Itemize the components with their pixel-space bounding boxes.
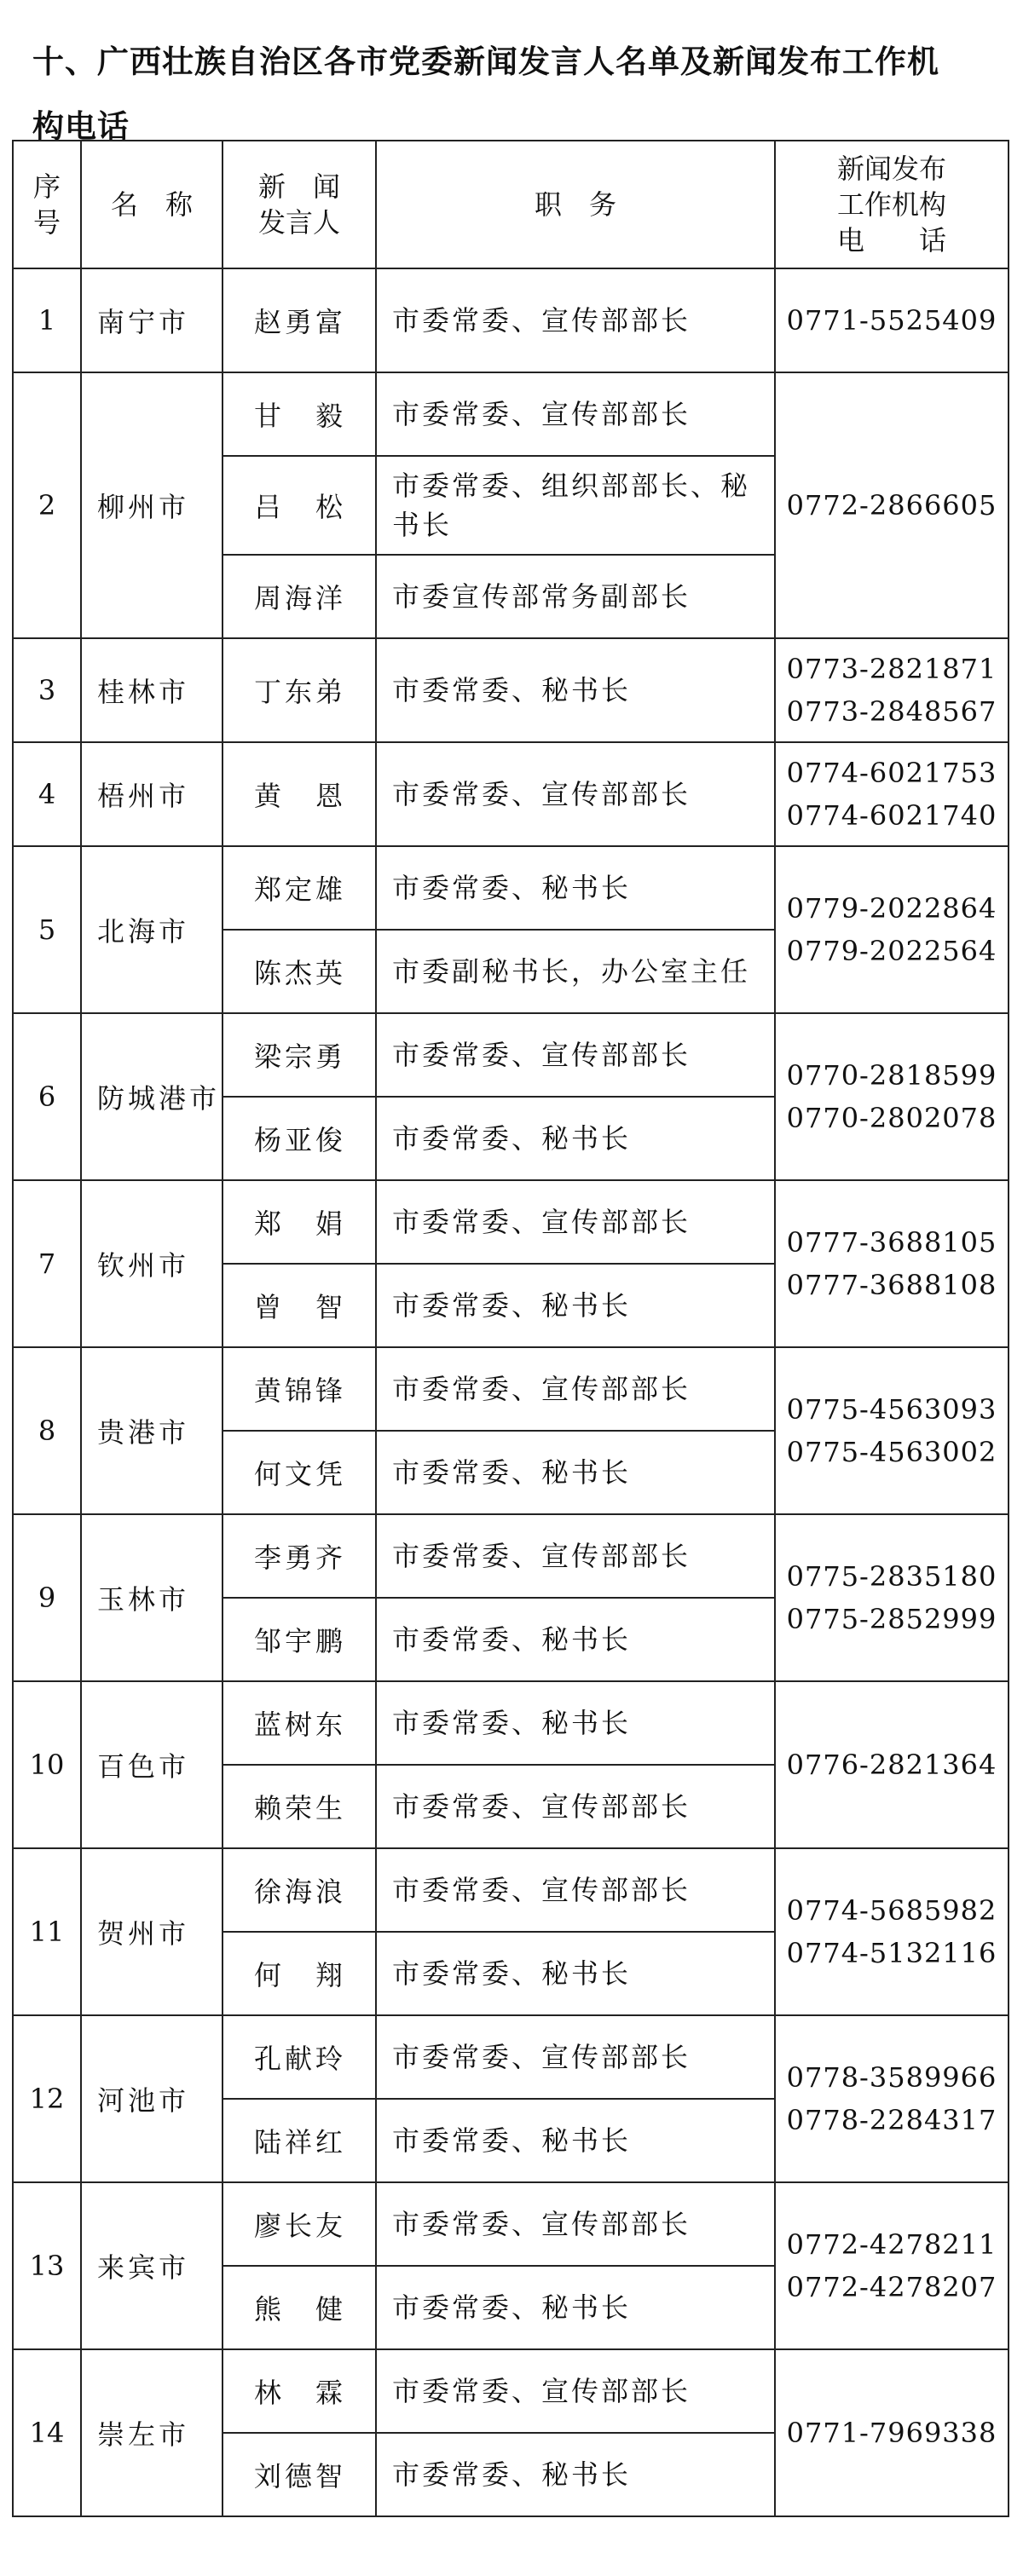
phone-number: 0778-2284317 bbox=[786, 2104, 997, 2136]
spokesperson-name-cell: 黄锦锋 bbox=[223, 1347, 376, 1431]
spokesperson-name-cell: 甘 毅 bbox=[223, 372, 376, 456]
position-cell: 市委常委、秘书长 bbox=[376, 846, 775, 930]
city-name-cell: 钦州市 bbox=[81, 1180, 223, 1347]
position-cell: 市委常委、宣传部部长 bbox=[376, 2349, 775, 2433]
city-name-cell: 玉林市 bbox=[81, 1514, 223, 1681]
serial-number-cell: 10 bbox=[13, 1681, 81, 1848]
page-title: 十、广西壮族自治区各市党委新闻发言人名单及新闻发布工作机构电话 bbox=[32, 43, 939, 145]
city-name-cell: 崇左市 bbox=[81, 2349, 223, 2516]
serial-number-cell: 2 bbox=[13, 372, 81, 638]
city-name-cell: 北海市 bbox=[81, 846, 223, 1013]
serial-number-cell: 5 bbox=[13, 846, 81, 1013]
serial-number-cell: 3 bbox=[13, 638, 81, 742]
spokesperson-name-cell: 李勇齐 bbox=[223, 1514, 376, 1598]
city-name-cell: 贵港市 bbox=[81, 1347, 223, 1514]
spokesperson-name-cell: 陈杰英 bbox=[223, 930, 376, 1013]
phone-number: 0775-4563093 bbox=[786, 1393, 997, 1426]
position-cell: 市委常委、宣传部部长 bbox=[376, 372, 775, 456]
phone-number: 0775-2835180 bbox=[786, 1560, 997, 1593]
phone-number: 0772-2866605 bbox=[786, 489, 997, 522]
spokesperson-name-cell: 孔献玲 bbox=[223, 2015, 376, 2099]
table-row bbox=[13, 742, 1009, 846]
city-name-cell: 南宁市 bbox=[81, 268, 223, 372]
phone-number: 0771-5525409 bbox=[786, 304, 997, 337]
phone-number: 0776-2821364 bbox=[786, 1749, 997, 1781]
phone-number: 0771-7969338 bbox=[786, 2417, 997, 2449]
spokesperson-name-cell: 梁宗勇 bbox=[223, 1013, 376, 1097]
table-row bbox=[13, 2349, 1009, 2433]
position-cell: 市委常委、宣传部部长 bbox=[376, 2182, 775, 2266]
phone-cell bbox=[775, 1347, 1009, 1514]
position-cell: 市委常委、秘书长 bbox=[376, 1681, 775, 1765]
position-cell: 市委宣传部常务副部长 bbox=[376, 555, 775, 638]
spokesperson-name-cell: 何 翔 bbox=[223, 1932, 376, 2015]
position-cell: 市委常委、宣传部部长 bbox=[376, 1765, 775, 1848]
table-row bbox=[13, 1013, 1009, 1097]
city-name-cell: 桂林市 bbox=[81, 638, 223, 742]
position-cell: 市委副秘书长，办公室主任 bbox=[376, 930, 775, 1013]
phone-number: 0773-2848567 bbox=[786, 695, 997, 728]
phone-cell bbox=[775, 2015, 1009, 2182]
table-row bbox=[13, 638, 1009, 742]
position-cell: 市委常委、宣传部部长 bbox=[376, 1514, 775, 1598]
position-cell: 市委常委、秘书长 bbox=[376, 1932, 775, 2015]
position-cell: 市委常委、秘书长 bbox=[376, 2433, 775, 2516]
phone-number: 0772-4278207 bbox=[786, 2271, 997, 2303]
header-position: 职 务 bbox=[376, 141, 775, 268]
position-cell: 市委常委、秘书长 bbox=[376, 1598, 775, 1681]
serial-number-cell: 1 bbox=[13, 268, 81, 372]
spokesperson-name-cell: 蓝树东 bbox=[223, 1681, 376, 1765]
phone-number: 0775-2852999 bbox=[786, 1603, 997, 1635]
spokesperson-name-cell: 邹宇鹏 bbox=[223, 1598, 376, 1681]
spokesperson-name-cell: 徐海浪 bbox=[223, 1848, 376, 1932]
position-cell: 市委常委、秘书长 bbox=[376, 1097, 775, 1180]
city-name-cell: 百色市 bbox=[81, 1681, 223, 1848]
serial-number-cell: 8 bbox=[13, 1347, 81, 1514]
city-name-cell: 防城港市 bbox=[81, 1013, 223, 1180]
spokesperson-name-cell: 黄 恩 bbox=[223, 742, 376, 846]
position-cell: 市委常委、组织部部长、秘书长 bbox=[376, 456, 775, 555]
spokesperson-name-cell: 陆祥红 bbox=[223, 2099, 376, 2182]
position-cell: 市委常委、秘书长 bbox=[376, 1431, 775, 1514]
phone-cell bbox=[775, 1681, 1009, 1848]
phone-cell bbox=[775, 1514, 1009, 1681]
position-cell: 市委常委、秘书长 bbox=[376, 2266, 775, 2349]
phone-number: 0774-5685982 bbox=[786, 1894, 997, 1927]
phone-number: 0777-3688105 bbox=[786, 1226, 997, 1259]
table-header-row bbox=[13, 141, 1009, 268]
phone-number: 0774-6021740 bbox=[786, 799, 997, 832]
table-row bbox=[13, 1180, 1009, 1264]
spokesperson-table bbox=[12, 140, 1009, 2517]
table-row bbox=[13, 268, 1009, 372]
spokesperson-name-cell: 廖长友 bbox=[223, 2182, 376, 2266]
spokesperson-name-cell: 周海洋 bbox=[223, 555, 376, 638]
serial-number-cell: 9 bbox=[13, 1514, 81, 1681]
spokesperson-name-cell: 曾 智 bbox=[223, 1264, 376, 1347]
header-spokesperson: 新 闻 发言人 bbox=[223, 141, 376, 268]
city-name-cell: 来宾市 bbox=[81, 2182, 223, 2349]
phone-number: 0774-5132116 bbox=[786, 1937, 997, 1969]
phone-number: 0777-3688108 bbox=[786, 1269, 997, 1301]
position-cell: 市委常委、秘书长 bbox=[376, 638, 775, 742]
table-row bbox=[13, 372, 1009, 456]
spokesperson-name-cell: 杨亚俊 bbox=[223, 1097, 376, 1180]
spokesperson-name-cell: 吕 松 bbox=[223, 456, 376, 555]
phone-cell bbox=[775, 268, 1009, 372]
phone-number: 0779-2022864 bbox=[786, 892, 997, 925]
position-cell: 市委常委、秘书长 bbox=[376, 2099, 775, 2182]
phone-number: 0778-3589966 bbox=[786, 2061, 997, 2094]
header-city-name: 名 称 bbox=[81, 141, 223, 268]
serial-number-cell: 6 bbox=[13, 1013, 81, 1180]
position-cell: 市委常委、宣传部部长 bbox=[376, 1848, 775, 1932]
spokesperson-name-cell: 赖荣生 bbox=[223, 1765, 376, 1848]
phone-number: 0770-2802078 bbox=[786, 1102, 997, 1134]
phone-cell bbox=[775, 1180, 1009, 1347]
spokesperson-name-cell: 丁东弟 bbox=[223, 638, 376, 742]
serial-number-cell: 11 bbox=[13, 1848, 81, 2015]
spokesperson-name-cell: 熊 健 bbox=[223, 2266, 376, 2349]
position-cell: 市委常委、宣传部部长 bbox=[376, 1013, 775, 1097]
spokesperson-name-cell: 郑定雄 bbox=[223, 846, 376, 930]
table-row bbox=[13, 846, 1009, 930]
serial-number-cell: 4 bbox=[13, 742, 81, 846]
position-cell: 市委常委、宣传部部长 bbox=[376, 2015, 775, 2099]
spokesperson-name-cell: 赵勇富 bbox=[223, 268, 376, 372]
position-cell: 市委常委、宣传部部长 bbox=[376, 1347, 775, 1431]
position-cell: 市委常委、宣传部部长 bbox=[376, 1180, 775, 1264]
phone-cell bbox=[775, 638, 1009, 742]
table-row bbox=[13, 1848, 1009, 1932]
phone-cell bbox=[775, 2182, 1009, 2349]
spokesperson-name-cell: 郑 娟 bbox=[223, 1180, 376, 1264]
phone-cell bbox=[775, 1013, 1009, 1180]
serial-number-cell: 13 bbox=[13, 2182, 81, 2349]
table-row bbox=[13, 1681, 1009, 1765]
phone-number: 0773-2821871 bbox=[786, 653, 997, 685]
table-row bbox=[13, 2182, 1009, 2266]
phone-number: 0770-2818599 bbox=[786, 1059, 997, 1092]
city-name-cell: 河池市 bbox=[81, 2015, 223, 2182]
position-cell: 市委常委、宣传部部长 bbox=[376, 742, 775, 846]
phone-cell bbox=[775, 2349, 1009, 2516]
phone-number: 0775-4563002 bbox=[786, 1436, 997, 1468]
phone-cell bbox=[775, 1848, 1009, 2015]
spokesperson-name-cell: 刘德智 bbox=[223, 2433, 376, 2516]
serial-number-cell: 14 bbox=[13, 2349, 81, 2516]
table-body bbox=[13, 268, 1009, 2516]
phone-number: 0779-2022564 bbox=[786, 935, 997, 967]
phone-cell bbox=[775, 742, 1009, 846]
phone-cell bbox=[775, 372, 1009, 638]
serial-number-cell: 12 bbox=[13, 2015, 81, 2182]
city-name-cell: 贺州市 bbox=[81, 1848, 223, 2015]
phone-number: 0772-4278211 bbox=[786, 2228, 997, 2261]
spokesperson-name-cell: 林 霖 bbox=[223, 2349, 376, 2433]
position-cell: 市委常委、宣传部部长 bbox=[376, 268, 775, 372]
serial-number-cell: 7 bbox=[13, 1180, 81, 1347]
spokesperson-name-cell: 何文凭 bbox=[223, 1431, 376, 1514]
city-name-cell: 梧州市 bbox=[81, 742, 223, 846]
table-row bbox=[13, 2015, 1009, 2099]
phone-number: 0774-6021753 bbox=[786, 757, 997, 789]
table-row bbox=[13, 1347, 1009, 1431]
header-serial-number: 序 号 bbox=[13, 141, 81, 268]
header-phone: 新闻发布 工作机构 电 话 bbox=[775, 141, 1009, 268]
position-cell: 市委常委、秘书长 bbox=[376, 1264, 775, 1347]
table-row bbox=[13, 1514, 1009, 1598]
phone-cell bbox=[775, 846, 1009, 1013]
city-name-cell: 柳州市 bbox=[81, 372, 223, 638]
